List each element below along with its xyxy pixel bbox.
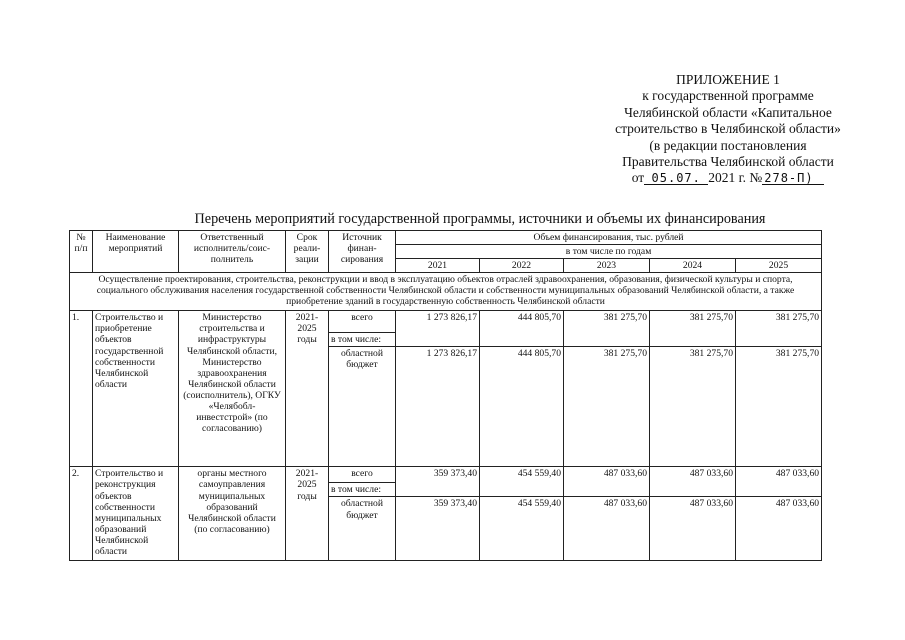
- table-row: [70, 467, 822, 483]
- source-value: 1 273 826,17: [396, 347, 480, 467]
- row-term: 2021-2025 годы: [286, 311, 329, 467]
- total-value: 381 275,70: [650, 311, 736, 347]
- source-value: 381 275,70: [650, 347, 736, 467]
- row-name: Строительство и приобретение объектов государственной собственности Челябинской области: [93, 311, 179, 467]
- header-name: Наименование мероприятий: [93, 231, 179, 273]
- row-number: 1.: [70, 311, 93, 467]
- header-by-year: в том числе по годам: [396, 245, 822, 259]
- total-value: 381 275,70: [736, 311, 822, 347]
- row-responsible: органы местного самоуправления муниципальных образований Челябинской области (по согласованию): [179, 467, 286, 561]
- appendix-line-2: Челябинской области «Капитальное: [624, 104, 832, 120]
- row-term: 2021-2025 годы: [286, 467, 329, 561]
- source-value: 381 275,70: [564, 347, 650, 467]
- header-source: Источник финан-сирования: [329, 231, 396, 273]
- source-value: 487 033,60: [564, 497, 650, 561]
- source-value: 359 373,40: [396, 497, 480, 561]
- appendix-date-line: [598, 170, 858, 186]
- section-description: Осуществление проектирования, строительства, реконструкции и ввод в эксплуатацию объектов отраслей здравоохранения, образования, физической культуры и спорта, социального обслуживания населения государственной собственности Челябинской области и собственности муниципальных образований Челябинской области, а также приобретение зданий в государственную собственность Челябинской области: [70, 273, 822, 311]
- source-label: областной бюджет: [329, 497, 396, 561]
- handwritten-date: 05.07.: [644, 172, 708, 185]
- table-row: [70, 311, 822, 333]
- header-no: № п/п: [70, 231, 93, 273]
- financing-table: [69, 230, 822, 561]
- year-text: 2021 г. №: [708, 170, 763, 186]
- handwritten-number: 278-П): [762, 172, 824, 185]
- row-responsible: Министерство строительства и инфраструктуры Челябинской области, Министерство здравоохранения Челябинской области (соисполнитель), ОГКУ «Челябобл-инвестстрой» (по согласованию): [179, 311, 286, 467]
- header-year: 2023: [564, 259, 650, 273]
- source-value: 444 805,70: [480, 347, 564, 467]
- header-responsible: Ответственный исполнитель/соис-полнитель: [179, 231, 286, 273]
- appendix-line-4: (в редакции постановления: [649, 137, 807, 153]
- including-label: в том числе:: [329, 483, 396, 497]
- header-year: 2022: [480, 259, 564, 273]
- total-value: 487 033,60: [650, 467, 736, 497]
- appendix-title: ПРИЛОЖЕНИЕ 1: [676, 72, 780, 87]
- row-name: Строительство и реконструкция объектов собственности муниципальных образований Челябинской области: [93, 467, 179, 561]
- appendix-header: [598, 72, 858, 187]
- source-value: 487 033,60: [736, 497, 822, 561]
- appendix-line-1: к государственной программе: [642, 88, 814, 104]
- row-number: 2.: [70, 467, 93, 561]
- header-row-1: [70, 231, 822, 245]
- header-term: Срок реали-зации: [286, 231, 329, 273]
- header-volume: Объем финансирования, тыс. рублей: [396, 231, 822, 245]
- appendix-line-3: строительство в Челябинской области»: [615, 121, 841, 137]
- header-year: 2025: [736, 259, 822, 273]
- total-label: всего: [329, 311, 396, 333]
- total-value: 1 273 826,17: [396, 311, 480, 347]
- total-label: всего: [329, 467, 396, 483]
- total-value: 454 559,40: [480, 467, 564, 497]
- total-value: 381 275,70: [564, 311, 650, 347]
- including-label: в том числе:: [329, 333, 396, 347]
- header-year: 2024: [650, 259, 736, 273]
- source-label: областной бюджет: [329, 347, 396, 467]
- from-prefix: от: [631, 170, 645, 186]
- total-value: 444 805,70: [480, 311, 564, 347]
- document-title: Перечень мероприятий государственной программы, источники и объемы их финансирования: [194, 211, 766, 227]
- total-value: 359 373,40: [396, 467, 480, 497]
- section-row: [70, 273, 822, 311]
- source-value: 487 033,60: [650, 497, 736, 561]
- total-value: 487 033,60: [736, 467, 822, 497]
- header-year: 2021: [396, 259, 480, 273]
- total-value: 487 033,60: [564, 467, 650, 497]
- appendix-line-5: Правительства Челябинской области: [622, 154, 834, 170]
- source-value: 381 275,70: [736, 347, 822, 467]
- source-value: 454 559,40: [480, 497, 564, 561]
